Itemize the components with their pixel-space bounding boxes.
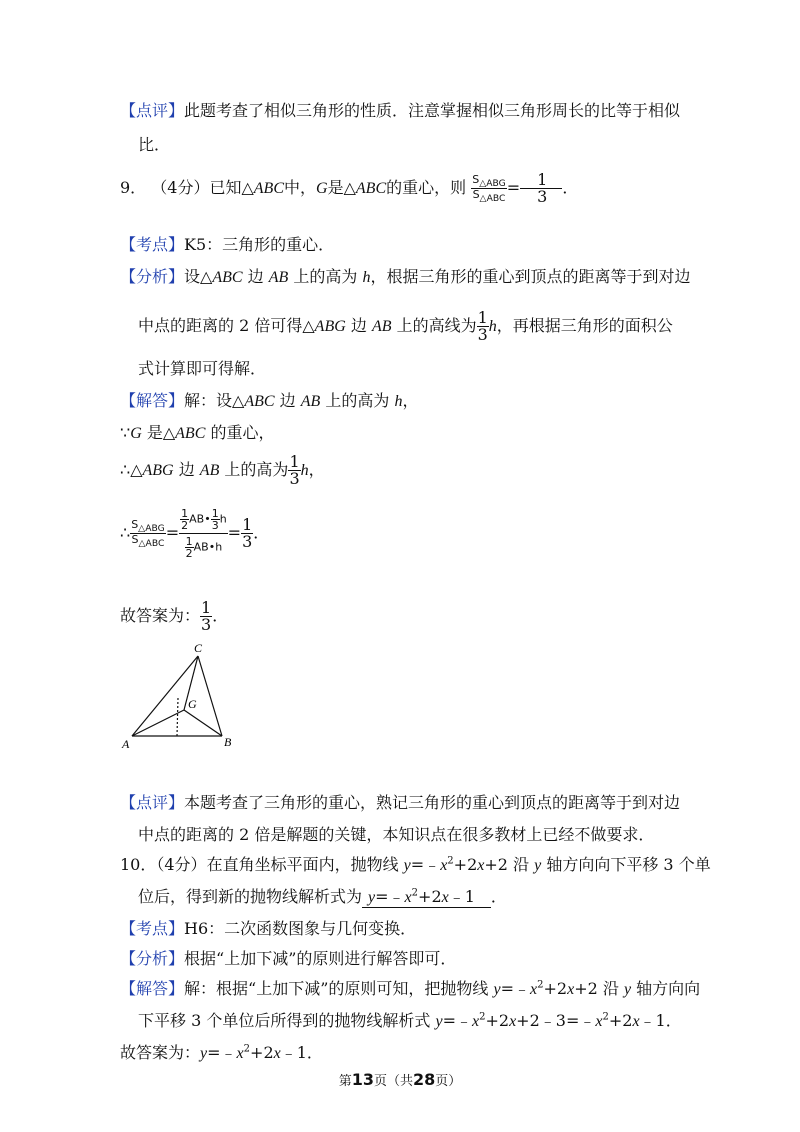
q10-jieda-line2	[138, 1008, 682, 1031]
prev-comment-text: 此题考查了相似三角形的性质．注意掌握相似三角形周长的比等于相似	[184, 101, 681, 120]
q9-dianping-line1	[120, 790, 680, 813]
text: =﹣	[375, 887, 405, 906]
var: x	[632, 1013, 640, 1030]
kaodian-text: K5：三角形的重心．	[184, 235, 335, 254]
equals-sign: =	[506, 178, 521, 197]
frac-den: 3	[211, 519, 219, 532]
q9-answer-line	[120, 600, 228, 633]
text: ﹣1．	[639, 1011, 682, 1030]
s-symbol: S	[472, 188, 480, 201]
equals-sign: =	[165, 523, 180, 542]
label-g: G	[188, 697, 197, 711]
footer-text: 第	[338, 1074, 352, 1089]
var: x	[509, 1013, 517, 1030]
text: +2	[250, 1043, 274, 1062]
frac-num: 1	[181, 507, 189, 520]
exponent: 2	[479, 1011, 486, 1023]
big-fraction	[179, 508, 228, 559]
text: 轴方向向下平移 3 个单	[541, 855, 711, 874]
result-fraction	[241, 517, 253, 550]
blank-line-right	[548, 188, 562, 189]
total-pages: 28	[413, 1070, 436, 1089]
answer-fraction	[200, 600, 212, 633]
var: ABC	[244, 393, 275, 410]
text: +2	[418, 887, 442, 906]
third-fraction	[211, 508, 220, 531]
triangle-figure	[118, 640, 242, 752]
text: 上的高为	[320, 391, 395, 410]
frac-num: 1	[289, 452, 300, 471]
text: 故答案为：	[120, 1043, 201, 1062]
var: ABG	[314, 318, 346, 335]
height-dashed	[177, 698, 178, 736]
text: 解：根据“上加下减”的原则可知，把抛物线	[184, 979, 494, 998]
text: 边	[173, 460, 200, 479]
var: y	[534, 857, 542, 874]
q10-answer-line	[120, 1040, 323, 1063]
var: y	[435, 1013, 443, 1030]
frac-den: 2	[181, 519, 189, 532]
var: x	[404, 889, 412, 906]
frac-den: 3	[537, 187, 548, 206]
exponent: 2	[447, 855, 454, 867]
frac-den: 3	[242, 532, 253, 551]
one-third-fraction	[288, 454, 300, 487]
var: y	[403, 857, 411, 874]
text: +2	[453, 855, 478, 874]
text: 位后，得到新的抛物线解析式为	[138, 887, 363, 906]
text: 故答案为：	[120, 606, 201, 625]
question-number: 10．	[120, 855, 157, 874]
ab-text: AB	[193, 540, 209, 554]
dianping-tag: 【点评】	[120, 793, 185, 812]
h-text: h	[219, 512, 227, 526]
s-symbol: S	[131, 517, 139, 531]
q9-jieda-line1	[120, 388, 418, 411]
frac-den: 3	[289, 469, 300, 488]
q9-text: 的重心，则	[386, 178, 467, 197]
fenxi-tag: 【分析】	[120, 267, 185, 286]
frac-num: 1	[477, 308, 488, 327]
edge-cb	[198, 656, 222, 736]
half-fraction	[180, 508, 189, 531]
q9-text: 中，	[284, 178, 317, 197]
because-symbol: ∵	[120, 423, 131, 442]
q9-kaodian	[120, 232, 334, 255]
text: 是△	[141, 423, 176, 442]
text: +2﹣3=﹣	[516, 1011, 596, 1030]
var: x	[441, 889, 449, 906]
blank-line-left	[520, 188, 536, 189]
var-abc: ABC	[253, 180, 284, 197]
var: G	[130, 425, 142, 442]
prev-comment-line1	[120, 98, 680, 121]
text: =﹣	[442, 1011, 472, 1030]
q10-kaodian	[120, 916, 416, 939]
dianping-tag: 【点评】	[120, 101, 185, 120]
text: +2	[485, 1011, 510, 1030]
text: △	[130, 460, 143, 479]
var-abc: ABC	[355, 180, 387, 197]
dot: •	[208, 540, 216, 554]
var: ABC	[212, 269, 243, 286]
period: ．	[562, 178, 579, 197]
footer-text: 页）	[435, 1074, 462, 1089]
because-line	[120, 420, 274, 443]
question-10	[120, 852, 711, 875]
segment-ag	[132, 710, 184, 736]
period: ．	[490, 887, 507, 906]
text: +2 沿	[484, 855, 535, 874]
page-number: 13	[351, 1070, 374, 1089]
text: ，根据三角形的重心到顶点的距离等于到对边	[370, 267, 691, 286]
text: 设△	[184, 267, 213, 286]
var: h	[488, 318, 497, 335]
footer-text: 页（共	[373, 1074, 413, 1089]
var: x	[471, 1013, 480, 1030]
var: ABC	[175, 425, 206, 442]
therefore-line1	[120, 454, 325, 487]
area-ratio-fraction	[130, 519, 166, 549]
q9-fenxi-line1	[120, 264, 690, 287]
text: =﹣	[500, 979, 530, 998]
q9-fenxi-line2	[138, 310, 673, 343]
text: +2	[608, 1011, 633, 1030]
area-ratio-fraction	[471, 174, 507, 204]
prev-comment-line2: 比．	[138, 135, 171, 154]
var: h	[394, 393, 403, 410]
exponent: 2	[411, 887, 419, 899]
q9-fenxi-line3: 式计算即可得解．	[138, 359, 267, 378]
q10-jieda-line1	[120, 976, 700, 999]
therefore-line2	[120, 508, 269, 559]
frac-num: 1	[242, 515, 253, 534]
half-fraction	[185, 536, 194, 559]
frac-num: 1	[211, 507, 219, 520]
text: 上的高为	[219, 460, 289, 479]
frac-num: 1	[185, 535, 193, 548]
q9-text: 已知△	[209, 178, 254, 197]
var: h	[362, 269, 371, 286]
therefore-symbol: ∴	[120, 460, 131, 479]
var: x	[477, 857, 485, 874]
text: 边	[242, 267, 269, 286]
page-footer	[0, 1070, 800, 1089]
fenxi-tag: 【分析】	[120, 949, 185, 968]
text: 解：设△	[184, 391, 245, 410]
segment-gb	[184, 710, 222, 736]
text: ﹣1	[448, 887, 475, 906]
label-b: B	[224, 735, 232, 749]
var: AB	[300, 393, 321, 410]
var: y	[200, 1045, 208, 1062]
var: x	[440, 857, 448, 874]
kaodian-tag: 【考点】	[120, 235, 185, 254]
text: 上的高线为	[391, 316, 477, 335]
var: y	[368, 889, 376, 906]
text: 轴方向向	[631, 979, 701, 998]
ab-text: AB	[189, 512, 205, 526]
s-sub: △ABC	[138, 538, 165, 550]
var: h	[300, 462, 309, 479]
var: y	[623, 981, 632, 998]
equals-sign: =	[227, 523, 242, 542]
question-points: （4分）	[156, 855, 207, 874]
period: ．	[253, 523, 270, 542]
dot: •	[204, 512, 211, 526]
q9-dianping-line2: 中点的距离的 2 倍是解题的关键，本知识点在很多教材上已经不做要求．	[138, 825, 655, 844]
text: ，再根据三角形的面积公	[496, 316, 673, 335]
text: 在直角坐标平面内，抛物线	[206, 855, 404, 874]
frac-den: 2	[185, 547, 193, 560]
var: x	[567, 981, 575, 998]
q9-text: 是△	[327, 178, 356, 197]
text: ，	[308, 460, 325, 479]
var-g: G	[316, 180, 328, 197]
question-number: 9．	[120, 178, 147, 197]
var: ABG	[142, 462, 174, 479]
s-sub: △ABG	[479, 177, 506, 189]
text: 边	[274, 391, 301, 410]
s-symbol: S	[131, 533, 139, 546]
var: x	[236, 1045, 244, 1062]
text: 边	[345, 316, 372, 335]
therefore-symbol: ∴	[120, 523, 131, 542]
period: ．	[212, 606, 229, 625]
answer-underline	[362, 884, 491, 908]
q10-line2	[138, 884, 507, 908]
exponent: 2	[537, 979, 544, 991]
s-symbol: S	[472, 172, 480, 186]
h-text: h	[215, 540, 223, 554]
text: 本题考查了三角形的重心，熟记三角形的重心到顶点的距离等于到对边	[184, 793, 681, 812]
var: AB	[371, 318, 392, 335]
text: 的重心，	[205, 423, 275, 442]
text: =﹣	[207, 1043, 237, 1062]
text: =﹣	[410, 855, 441, 874]
text: +2 沿	[574, 979, 624, 998]
text: ﹣1．	[280, 1043, 323, 1062]
var: x	[530, 981, 538, 998]
text: ，	[402, 391, 419, 410]
label-a: A	[122, 737, 130, 751]
text: 中点的距离的 2 倍可得△	[138, 316, 315, 335]
one-third-fraction	[477, 310, 489, 343]
text: 上的高为	[288, 267, 363, 286]
frac-den: 3	[201, 615, 212, 634]
exponent: 2	[602, 1011, 609, 1023]
label-c: C	[194, 641, 203, 655]
s-sub: △ABC	[479, 193, 506, 205]
q10-fenxi	[120, 946, 456, 969]
jieda-tag: 【解答】	[120, 979, 185, 998]
exponent: 2	[243, 1043, 251, 1055]
text: 下平移 3 个单位后所得到的抛物线解析式	[138, 1011, 436, 1030]
jieda-tag: 【解答】	[120, 391, 185, 410]
var: AB	[199, 462, 220, 479]
frac-num: 1	[201, 598, 212, 617]
frac-den: 3	[477, 325, 488, 344]
kaodian-tag: 【考点】	[120, 919, 185, 938]
text: +2	[543, 979, 568, 998]
question-9	[120, 172, 578, 205]
var: AB	[268, 269, 289, 286]
answer-fraction	[536, 172, 548, 205]
s-sub: △ABG	[138, 522, 165, 534]
fenxi-text: 根据“上加下减”的原则进行解答即可．	[184, 949, 457, 968]
var: y	[493, 981, 501, 998]
var: x	[595, 1013, 603, 1030]
kaodian-text: H6：二次函数图象与几何变换．	[184, 919, 417, 938]
var: x	[273, 1045, 281, 1062]
frac-num: 1	[537, 170, 548, 189]
question-points: （4分）	[151, 178, 210, 197]
